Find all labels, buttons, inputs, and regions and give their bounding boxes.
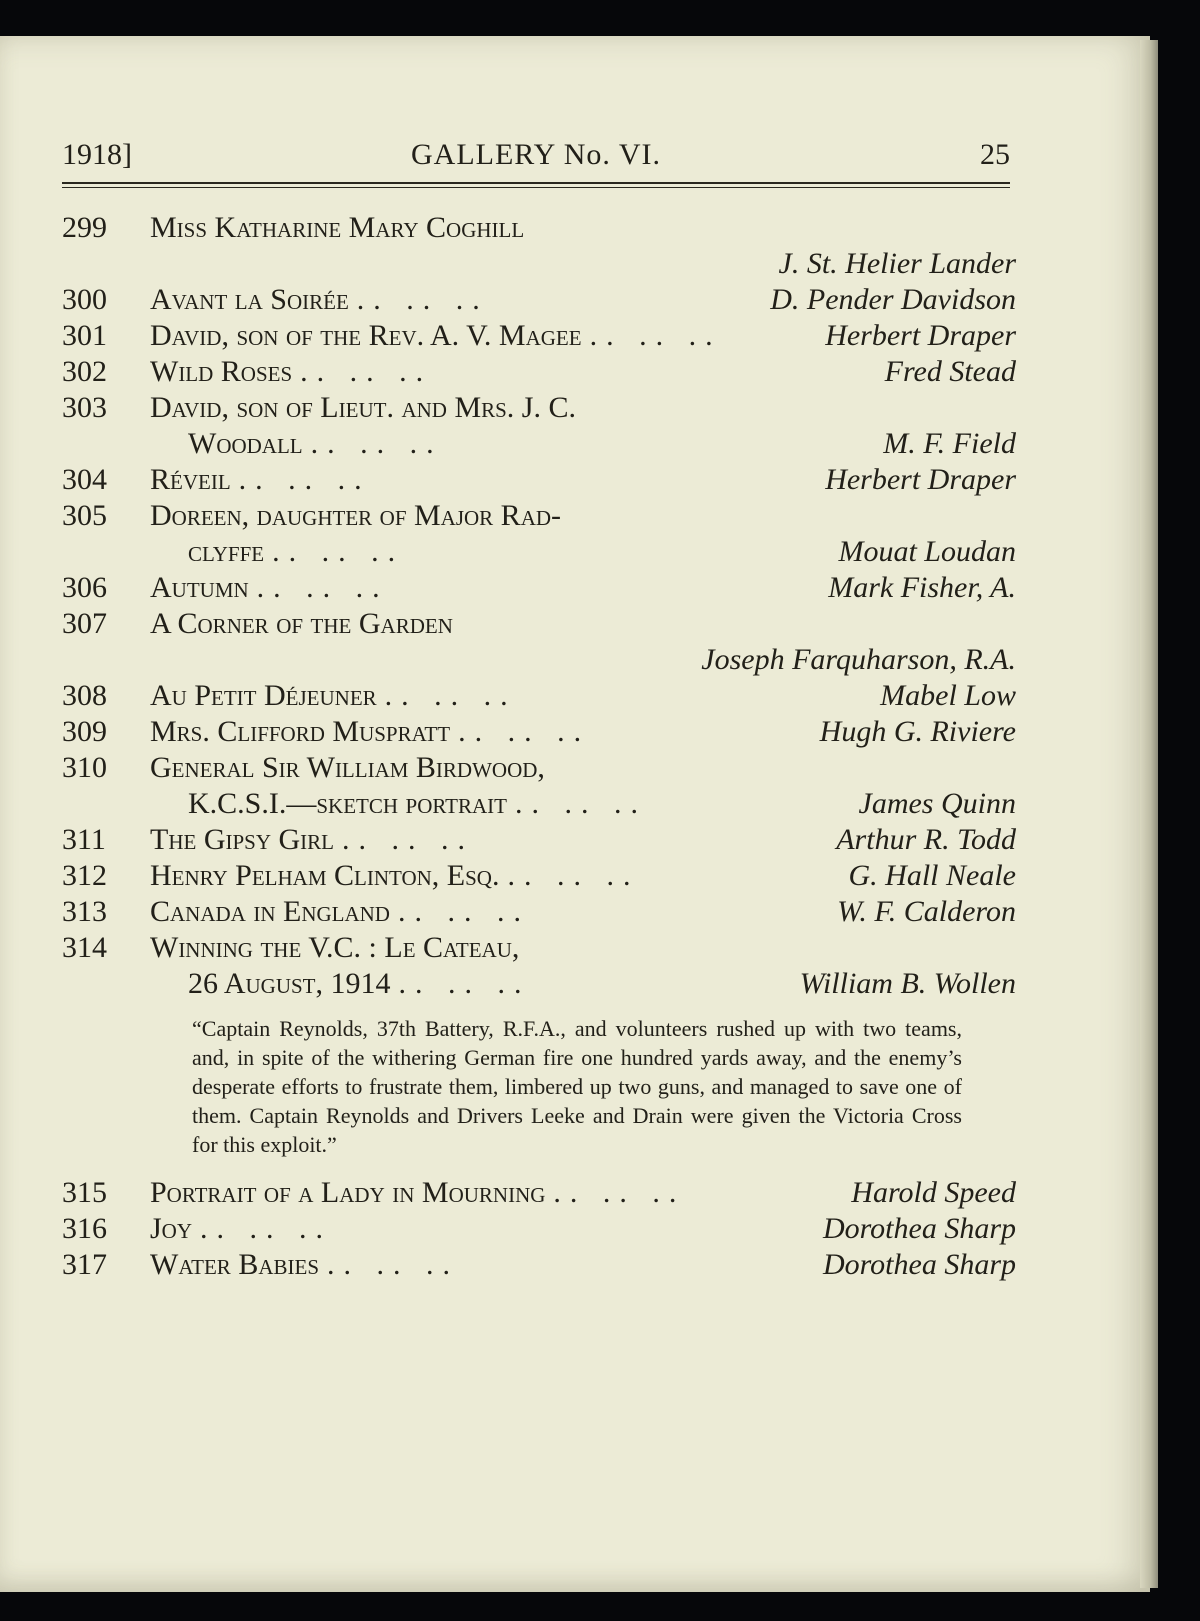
catalogue-entry xyxy=(62,354,1016,390)
entry-title: The Gipsy Girl xyxy=(150,823,334,856)
entry-artist: D. Pender Davidson xyxy=(770,283,1016,316)
entry-artist: Herbert Draper xyxy=(825,319,1016,352)
catalogue-entry xyxy=(62,858,1016,894)
leader-dots: .. .. .. xyxy=(589,319,722,352)
entry-title: Water Babies xyxy=(150,1248,319,1281)
leader-dots: .. .. .. xyxy=(356,283,489,316)
entry-title: Joy xyxy=(150,1212,193,1245)
entry-title: Portrait of a Lady in Mourning xyxy=(150,1176,546,1209)
entry-artist-line xyxy=(150,246,1016,282)
entry-title: A Corner of the Garden xyxy=(150,607,453,640)
catalogue-entry xyxy=(62,282,1016,318)
leader-dots: .. .. .. xyxy=(327,1248,459,1281)
entry-title-line xyxy=(150,606,1016,642)
entry-title-line xyxy=(150,210,1016,246)
entry-title: clyffe xyxy=(188,535,265,568)
header-gallery-title: GALLERY No. VI. xyxy=(411,138,661,171)
entry-title: 26 August, 1914 xyxy=(188,967,391,1000)
entry-title-line xyxy=(150,750,1016,786)
entry-title: Miss Katharine Mary Coghill xyxy=(150,211,525,244)
catalogue-entry xyxy=(62,1175,1016,1211)
entry-number: 312 xyxy=(62,859,107,892)
entry-artist: J. St. Helier Lander xyxy=(778,247,1016,280)
page-number: 25 xyxy=(980,138,1010,171)
entry-number: 299 xyxy=(62,211,107,244)
entry-title: General Sir William Birdwood, xyxy=(150,751,545,784)
entry-title-line xyxy=(150,462,1016,498)
entry-number: 302 xyxy=(62,355,107,388)
leader-dots: .. .. .. xyxy=(398,967,531,1000)
entry-title: K.C.S.I.—sketch portrait xyxy=(188,787,507,820)
entry-artist: W. F. Calderon xyxy=(837,895,1016,928)
catalogue-entry xyxy=(62,822,1016,858)
entry-artist: Joseph Farquharson, R.A. xyxy=(701,643,1016,676)
catalogue-entry xyxy=(62,606,1016,678)
entry-artist: M. F. Field xyxy=(883,427,1016,460)
leader-dots: .. .. .. xyxy=(507,859,640,892)
entry-title: Autumn xyxy=(150,571,249,604)
catalogue-entry xyxy=(62,210,1016,282)
entry-title-line xyxy=(150,354,1016,390)
entry-number: 304 xyxy=(62,463,107,496)
entry-title: Woodall xyxy=(188,427,303,460)
catalogue-entry xyxy=(62,570,1016,606)
catalogue-entry xyxy=(62,390,1016,462)
entry-artist: William B. Wollen xyxy=(799,967,1016,1000)
catalogue-entry xyxy=(62,930,1016,1159)
header-rule-thin xyxy=(62,187,1010,188)
entry-title: David, son of Lieut. and Mrs. J. C. xyxy=(150,391,576,424)
entry-number: 305 xyxy=(62,499,107,532)
header-rule-thick xyxy=(62,182,1010,184)
entry-description: “Captain Reynolds, 37th Battery, R.F.A., and volunteers rushed up with two teams, and, in spite of the withering German fire one hundred yards away, and the enemy’s desperate efforts to frustrate them, limbered up two guns, and managed to save one of them. Captain Reynolds and Drivers Leeke and Drain were given the Victoria Cross for this exploit.” xyxy=(192,1016,962,1157)
page-edge xyxy=(1140,40,1158,1588)
entry-number: 314 xyxy=(62,931,107,964)
catalogue-entry xyxy=(62,894,1016,930)
entry-title: Winning the V.C. : Le Cateau, xyxy=(150,931,520,964)
leader-dots: .. .. .. xyxy=(397,895,530,928)
leader-dots: .. .. .. xyxy=(514,787,647,820)
entry-title-line xyxy=(150,1247,1016,1283)
leader-dots: .. .. .. xyxy=(310,427,443,460)
catalogue-entry xyxy=(62,750,1016,822)
entry-title: Canada in England xyxy=(150,895,390,928)
catalogue-entry xyxy=(62,678,1016,714)
entry-title: Mrs. Clifford Muspratt xyxy=(150,715,451,748)
entry-number: 315 xyxy=(62,1176,107,1209)
leader-dots: .. .. .. xyxy=(272,535,405,568)
entry-title-line xyxy=(150,1211,1016,1247)
entry-number: 310 xyxy=(62,751,107,784)
catalogue-entry xyxy=(62,498,1016,570)
entry-number: 303 xyxy=(62,391,107,424)
catalogue-entry xyxy=(62,318,1016,354)
entry-title-line xyxy=(188,534,1016,570)
entry-title-line xyxy=(150,318,1016,354)
header-year: 1918] xyxy=(62,138,132,171)
entry-title: Wild Roses xyxy=(150,355,293,388)
entry-artist: Fred Stead xyxy=(884,355,1016,388)
leader-dots: .. .. .. xyxy=(200,1212,333,1245)
entry-title-line xyxy=(150,390,1016,426)
entry-title-line xyxy=(150,894,1016,930)
entry-number: 317 xyxy=(62,1248,107,1281)
entry-artist-line xyxy=(150,642,1016,678)
leader-dots: .. .. .. xyxy=(553,1176,686,1209)
entry-title-line xyxy=(188,966,1016,1002)
entry-artist: Herbert Draper xyxy=(825,463,1016,496)
running-header xyxy=(62,138,1010,178)
entry-number: 309 xyxy=(62,715,107,748)
entry-title-line xyxy=(150,1175,1016,1211)
entry-artist: Dorothea Sharp xyxy=(822,1248,1016,1281)
entry-title-line xyxy=(188,426,1016,462)
entry-title-line xyxy=(150,822,1016,858)
entry-number: 301 xyxy=(62,319,107,352)
entry-title: Réveil xyxy=(150,463,231,496)
entry-artist: G. Hall Neale xyxy=(848,859,1016,892)
catalogue-entry xyxy=(62,1211,1016,1247)
catalogue-entry xyxy=(62,1247,1016,1283)
entry-title-line xyxy=(150,858,1016,894)
entry-title-line xyxy=(150,282,1016,318)
entry-artist: James Quinn xyxy=(858,787,1016,820)
entry-number: 306 xyxy=(62,571,107,604)
entry-title: David, son of the Rev. A. V. Magee xyxy=(150,319,582,352)
entry-title-line xyxy=(150,714,1016,750)
leader-dots: .. .. .. xyxy=(256,571,389,604)
catalogue-entry xyxy=(62,714,1016,750)
entry-number: 313 xyxy=(62,895,107,928)
entry-title-line xyxy=(188,786,1016,822)
entry-number: 307 xyxy=(62,607,107,640)
entry-title: Doreen, daughter of Major Rad- xyxy=(150,499,562,532)
entry-title-line xyxy=(150,930,1016,966)
leader-dots: .. .. .. xyxy=(384,679,517,712)
entry-title: Avant la Soirée xyxy=(150,283,349,316)
entry-number: 300 xyxy=(62,283,107,316)
entry-artist: Mabel Low xyxy=(880,679,1016,712)
leader-dots: .. .. .. xyxy=(342,823,474,856)
catalogue-entry xyxy=(62,462,1016,498)
leader-dots: .. .. .. xyxy=(458,715,591,748)
leader-dots: .. .. .. xyxy=(300,355,433,388)
entry-artist: Harold Speed xyxy=(851,1176,1016,1209)
entry-artist: Arthur R. Todd xyxy=(836,823,1016,856)
entry-artist: Mouat Loudan xyxy=(838,535,1016,568)
entry-artist: Mark Fisher, A. xyxy=(828,571,1016,604)
entry-artist: Hugh G. Riviere xyxy=(819,715,1016,748)
entry-number: 316 xyxy=(62,1212,107,1245)
entry-title-line xyxy=(150,498,1016,534)
entry-artist: Dorothea Sharp xyxy=(822,1212,1016,1245)
entry-title-line xyxy=(150,678,1016,714)
entry-title-line xyxy=(150,570,1016,606)
entry-title: Henry Pelham Clinton, Esq. xyxy=(150,859,500,892)
entry-number: 308 xyxy=(62,679,107,712)
catalogue-entries xyxy=(62,210,1016,1283)
entry-title: Au Petit Déjeuner xyxy=(150,679,377,712)
leader-dots: .. .. .. xyxy=(238,463,371,496)
entry-number: 311 xyxy=(62,823,106,856)
